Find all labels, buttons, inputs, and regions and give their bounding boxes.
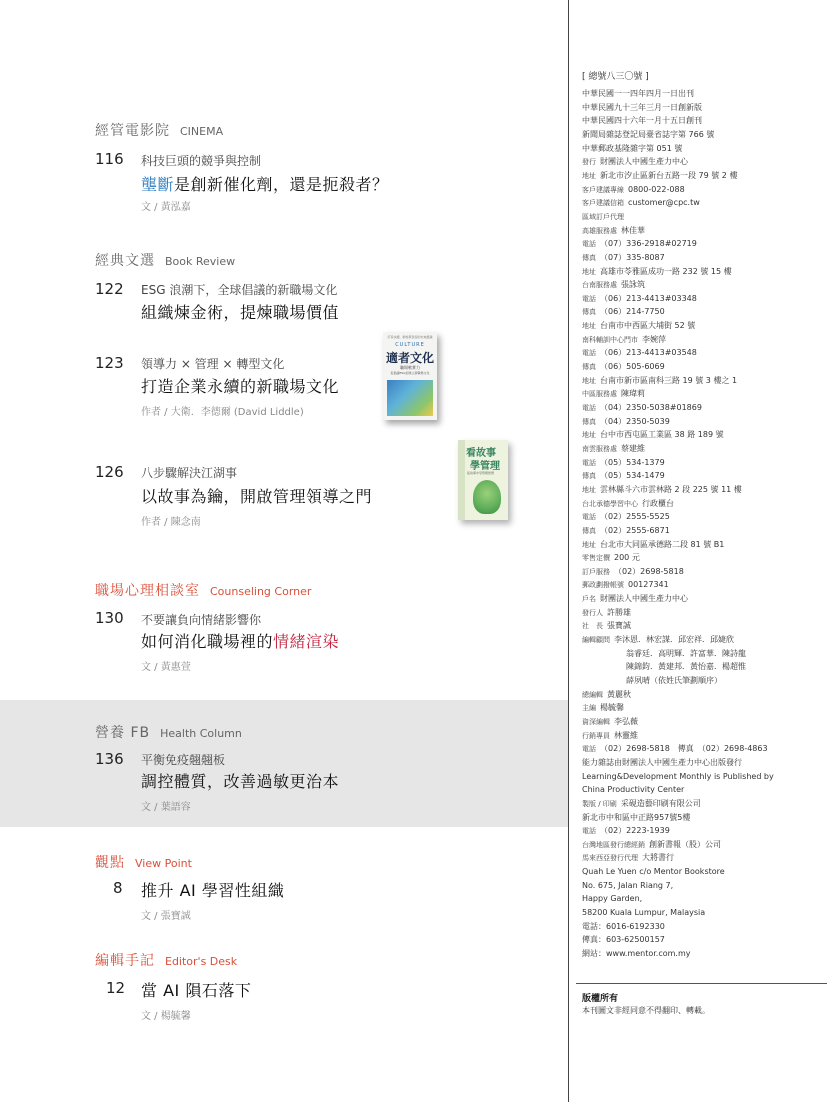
masthead-label: 編輯顧問 bbox=[582, 636, 610, 644]
masthead-line bbox=[582, 102, 702, 113]
masthead-line bbox=[582, 579, 669, 591]
masthead-label: 訂戶服務 bbox=[582, 567, 610, 576]
masthead-line bbox=[582, 812, 690, 823]
section-title: 觀點 bbox=[95, 855, 125, 871]
masthead-label: 電話 bbox=[582, 349, 596, 358]
masthead-value: 張詠筑 bbox=[621, 280, 645, 290]
masthead-value: 中華民國九十三年三月一日創新版 bbox=[582, 102, 702, 112]
masthead-line bbox=[582, 771, 774, 782]
book-cover-art bbox=[387, 380, 433, 416]
masthead-line bbox=[582, 716, 638, 728]
book-brand: CULTURE bbox=[395, 342, 425, 348]
masthead-line bbox=[582, 525, 670, 537]
masthead-value: 黃麗秋 bbox=[607, 689, 631, 699]
masthead-label: 電話 bbox=[582, 745, 596, 754]
masthead-label: 郵政劃撥帳號 bbox=[582, 581, 624, 590]
masthead-value: 台南市中西區大埔街 52 號 bbox=[600, 321, 696, 331]
masthead-label: 客戶建議專線 bbox=[582, 185, 624, 194]
masthead-line bbox=[582, 252, 665, 264]
masthead-value: 李弘薇 bbox=[614, 716, 638, 726]
book-spine bbox=[458, 440, 465, 520]
masthead-value: 新北市汐止區新台五路一段 79 號 2 樓 bbox=[600, 170, 738, 180]
masthead-value: Learning&Development Monthly is Published by bbox=[582, 771, 774, 781]
column-divider bbox=[568, 0, 569, 1102]
masthead-line bbox=[582, 402, 702, 414]
masthead-line bbox=[582, 552, 640, 564]
title-text: 是創新催化劑，還是扼殺者？ bbox=[174, 175, 389, 194]
title-highlight: 壟斷 bbox=[141, 175, 175, 194]
masthead-label: 零售定價 bbox=[582, 554, 610, 563]
book-title-line2: 學管理 bbox=[470, 461, 500, 472]
article-subtitle: 平衡免疫翹翹板 bbox=[141, 753, 226, 767]
masthead-label: 台灣地區發行總經銷 bbox=[582, 840, 645, 849]
page-number: 130 bbox=[95, 609, 124, 627]
masthead-value: 中華民國一一四年四月一日出刊 bbox=[582, 89, 694, 98]
masthead-value: 采硯造藝印刷有限公司 bbox=[620, 798, 701, 808]
masthead-value: 薛夙晴（依姓氏筆劃順序） bbox=[626, 676, 722, 685]
page-number: 123 bbox=[95, 354, 124, 372]
article-title-link[interactable] bbox=[141, 172, 389, 195]
section-subtitle: Book Review bbox=[165, 255, 236, 268]
masthead-column bbox=[576, 0, 827, 1102]
section-subtitle: Counseling Corner bbox=[210, 585, 312, 598]
masthead-label: 傳真 bbox=[582, 417, 596, 426]
section-counsel-header bbox=[95, 580, 311, 600]
masthead-line bbox=[582, 115, 702, 126]
masthead-label: 社 長 bbox=[582, 622, 603, 631]
masthead-label: 戶名 bbox=[582, 595, 596, 603]
masthead-line bbox=[582, 784, 684, 795]
masthead-line bbox=[582, 511, 670, 523]
masthead-label: 電話 bbox=[582, 458, 596, 467]
masthead-value: 陳瑋莉 bbox=[621, 389, 645, 399]
section-title: 職場心理相談室 bbox=[95, 583, 200, 599]
masthead-line bbox=[582, 156, 688, 168]
section-title: 經管電影院 bbox=[95, 123, 170, 139]
masthead-label: 台北承德學習中心 bbox=[582, 499, 638, 508]
masthead-label: 發行人 bbox=[582, 608, 603, 617]
masthead-value: （02）2555-6871 bbox=[600, 525, 670, 535]
author-credit: 文 / 黃泓嘉 bbox=[141, 202, 191, 213]
article-title-link[interactable]: 調控體質，改善過敏更治本 bbox=[141, 772, 340, 791]
masthead-value: 翁睿廷．高明輝．許富華．陳詩龍 bbox=[626, 648, 746, 658]
masthead-value: 新北市中和區中正路957號5樓 bbox=[582, 812, 691, 822]
author-credit: 文 / 楊毓馨 bbox=[141, 1011, 191, 1022]
section-book-header bbox=[95, 250, 235, 270]
masthead-value: 蔡建維 bbox=[621, 443, 645, 453]
masthead-label: 總編輯 bbox=[582, 690, 603, 699]
article-title-link[interactable] bbox=[141, 629, 339, 652]
masthead-line bbox=[582, 798, 701, 810]
masthead-value: （02）2555-5525 bbox=[600, 512, 670, 522]
masthead-line bbox=[626, 648, 746, 659]
book-tree-art bbox=[473, 480, 501, 514]
masthead-line bbox=[582, 620, 631, 632]
copyright-text: 本刊圖文非經同意不得翻印、轉載。 bbox=[582, 1006, 710, 1015]
masthead-label: 地址 bbox=[582, 431, 596, 440]
article-subtitle: 八步驟解決江湖事 bbox=[141, 466, 238, 480]
masthead-line bbox=[582, 388, 645, 400]
masthead-value: （06）213-4413#03548 bbox=[600, 348, 697, 358]
masthead-value: 雲林縣斗六市雲林路 2 段 225 號 11 樓 bbox=[600, 484, 742, 494]
masthead-line bbox=[582, 197, 700, 209]
masthead-value: （07）336-2918#02719 bbox=[600, 239, 697, 249]
masthead-line bbox=[582, 757, 742, 768]
book-cover-culture bbox=[383, 332, 437, 420]
masthead-line bbox=[582, 948, 691, 959]
section-title: 營養 FB bbox=[95, 725, 151, 741]
masthead-line bbox=[582, 416, 670, 428]
masthead-line bbox=[582, 375, 737, 387]
masthead-value: 200 元 bbox=[614, 553, 640, 563]
masthead-value: 財團法人中國生產力中心 bbox=[600, 594, 688, 603]
masthead-value: 台南市新市區南科三路 19 號 3 樓之 1 bbox=[600, 375, 738, 385]
masthead-value: 行政櫃台 bbox=[642, 498, 674, 508]
masthead-line bbox=[582, 934, 665, 945]
masthead-line bbox=[582, 470, 665, 482]
author-credit: 文 / 黃惠萱 bbox=[141, 662, 191, 673]
page-number: 116 bbox=[95, 150, 124, 168]
page-number: 8 bbox=[113, 879, 123, 897]
masthead-value: 陳錦鈞．黃建邦．黃怡嘉．楊超惟 bbox=[626, 662, 746, 672]
masthead-label: 電話 bbox=[582, 294, 596, 303]
masthead-line bbox=[582, 484, 742, 496]
section-title: 編輯手記 bbox=[95, 953, 155, 969]
masthead-value: （06）505-6069 bbox=[600, 362, 665, 371]
masthead-rule bbox=[576, 983, 827, 984]
masthead-value: 大將書行 bbox=[642, 853, 674, 863]
masthead-value: 能力雜誌由財團法人中國生產力中心出版發行 bbox=[582, 757, 742, 767]
masthead-value: 財團法人中國生產力中心 bbox=[600, 157, 688, 167]
masthead-label: 傳真 bbox=[582, 472, 596, 481]
masthead-label: 地址 bbox=[582, 322, 596, 331]
masthead-line bbox=[582, 293, 697, 305]
article-title-link[interactable]: 推升 AI 學習性組織 bbox=[141, 881, 285, 900]
section-editor-header bbox=[95, 950, 237, 970]
masthead-line bbox=[582, 170, 737, 182]
book-subtitle: 職場軟實力 bbox=[400, 365, 420, 370]
masthead-value: 許勝雄 bbox=[607, 607, 631, 617]
article-subtitle: 不要讓負向情緒影響你 bbox=[141, 613, 262, 627]
masthead-value: 林佳華 bbox=[621, 225, 645, 235]
masthead-line bbox=[582, 893, 642, 904]
section-cinema-header bbox=[95, 120, 223, 140]
masthead-value: 網站：www.mentor.com.my bbox=[582, 949, 691, 958]
masthead-value: 台中市西屯區工業區 38 路 189 號 bbox=[600, 430, 724, 440]
author-credit: 作者 / 陳念南 bbox=[141, 517, 201, 528]
masthead-value: 中華民國四十六年一月十五日創刊 bbox=[582, 116, 702, 126]
book-top-line: 打造永續、韌性與包容的未來組織 bbox=[387, 335, 433, 339]
masthead-line bbox=[582, 566, 684, 578]
masthead-value: customer@cpc.tw bbox=[628, 198, 700, 208]
book-desc: 從倡議ESG到建立新職場文化 bbox=[390, 371, 430, 375]
masthead-label: 資深編輯 bbox=[582, 717, 610, 726]
masthead-label: 傳真 bbox=[582, 363, 596, 371]
book-title-line1: 看故事 bbox=[466, 448, 496, 459]
page-number: 136 bbox=[95, 750, 124, 768]
masthead-value: 新聞局雜誌登記局臺省誌字第 766 號 bbox=[582, 129, 715, 139]
title-text: 如何消化職場裡的 bbox=[141, 632, 274, 651]
masthead-value: 台北市大同區承德路二段 81 號 B1 bbox=[600, 539, 725, 549]
section-subtitle: CINEMA bbox=[180, 125, 224, 138]
health-column-band bbox=[0, 700, 568, 827]
masthead-line bbox=[582, 498, 674, 510]
masthead-line bbox=[582, 279, 645, 291]
masthead-line bbox=[582, 457, 665, 469]
masthead-value: （05）534-1379 bbox=[600, 457, 665, 467]
masthead-line bbox=[582, 702, 624, 714]
book-desc: 從故事中學管理智慧 bbox=[467, 471, 495, 475]
section-title: 經典文選 bbox=[95, 253, 155, 269]
masthead-value: 58200 Kuala Lumpur, Malaysia bbox=[582, 908, 706, 917]
masthead-line bbox=[582, 266, 732, 278]
masthead-line bbox=[582, 852, 674, 864]
masthead-line bbox=[582, 429, 724, 441]
masthead-label: 台南服務處 bbox=[582, 281, 617, 290]
masthead-label: 地址 bbox=[582, 540, 596, 549]
masthead-value: 林靈維 bbox=[614, 730, 638, 740]
masthead-line bbox=[582, 129, 714, 140]
masthead-line bbox=[582, 334, 666, 346]
masthead-line bbox=[582, 607, 631, 619]
article-subtitle: 科技巨頭的競爭與控制 bbox=[141, 154, 262, 168]
masthead-value: 中華郵政基隆雜字第 051 號 bbox=[582, 143, 683, 153]
article-title-link[interactable]: 以故事為鑰，開啟管理領導之門 bbox=[141, 487, 373, 506]
masthead-line bbox=[582, 443, 645, 455]
masthead-value: 李婉萍 bbox=[642, 334, 666, 344]
masthead-line bbox=[582, 361, 665, 373]
masthead-value: （04）2350-5038#01869 bbox=[600, 402, 702, 412]
masthead-value: 高雄市苓雅區成功一路 232 號 15 樓 bbox=[600, 266, 732, 276]
masthead-label: 客戶建議信箱 bbox=[582, 199, 624, 208]
article-subtitle: 領導力 × 管理 × 轉型文化 bbox=[141, 357, 285, 371]
masthead-value: （06）214-7750 bbox=[600, 307, 665, 317]
page-number: 126 bbox=[95, 463, 124, 481]
masthead-line bbox=[582, 880, 673, 891]
section-view-header bbox=[95, 852, 192, 872]
masthead-value: 楊毓馨 bbox=[600, 703, 624, 713]
masthead-value: 電話：6016-6192330 bbox=[582, 921, 665, 931]
masthead-value: Quah Le Yuen c/o Mentor Bookstore bbox=[582, 867, 725, 877]
book-cover-story bbox=[458, 440, 508, 520]
masthead-label: 傳真 bbox=[582, 526, 596, 535]
book-main-title: 適者文化 bbox=[385, 351, 434, 365]
masthead-line bbox=[582, 143, 682, 154]
section-fb-header bbox=[95, 722, 242, 742]
masthead-line bbox=[582, 320, 695, 332]
masthead-label: 主編 bbox=[582, 704, 596, 713]
author-credit: 文 / 葉語容 bbox=[141, 802, 191, 813]
masthead-line bbox=[582, 347, 697, 359]
masthead-line bbox=[582, 306, 665, 318]
masthead-label: 電話 bbox=[582, 827, 596, 836]
article-subtitle: ESG 浪潮下，全球倡議的新職場文化 bbox=[141, 283, 338, 297]
masthead-label: 區域訂戶代理 bbox=[582, 212, 624, 221]
masthead-label: 傳真 bbox=[582, 253, 596, 262]
masthead-value: （06）213-4413#03348 bbox=[600, 293, 697, 303]
masthead-value: 00127341 bbox=[628, 580, 669, 590]
article-title-link[interactable]: 打造企業永續的新職場文化 bbox=[141, 377, 340, 396]
masthead-line bbox=[582, 88, 694, 99]
masthead-line bbox=[582, 743, 768, 755]
masthead-value: 李沐恩．林宏謀．邱宏祥．邱婕欣 bbox=[614, 635, 734, 644]
masthead-value: （02）2698-5818 bbox=[614, 566, 684, 576]
masthead-label: 電話 bbox=[582, 513, 596, 522]
masthead-value: （02）2698-5818 傳真 （02）2698-4863 bbox=[600, 744, 768, 754]
masthead-line bbox=[626, 675, 722, 686]
masthead-label: 行銷專員 bbox=[582, 731, 610, 740]
masthead-label: 傳真 bbox=[582, 308, 596, 317]
masthead-label: 南科輔訓中心門市 bbox=[582, 335, 638, 344]
author-credit: 文 / 張寶誠 bbox=[141, 911, 191, 922]
author-credit: 作者 / 大衛．李德爾 (David Liddle) bbox=[141, 407, 304, 418]
masthead-value: （05）534-1479 bbox=[600, 471, 665, 481]
masthead-value: China Productivity Center bbox=[582, 785, 685, 795]
masthead-value: 創新書報（股）公司 bbox=[649, 839, 721, 849]
masthead-line bbox=[582, 184, 685, 196]
masthead-label: 電話 bbox=[582, 240, 596, 249]
masthead-line bbox=[582, 689, 631, 701]
masthead-value: 張寶誠 bbox=[607, 621, 631, 631]
masthead-line bbox=[582, 539, 724, 551]
masthead-label: 地址 bbox=[582, 171, 596, 180]
masthead-value: Happy Garden, bbox=[582, 894, 643, 904]
section-subtitle: Editor's Desk bbox=[165, 955, 238, 968]
section-subtitle: Health Column bbox=[160, 727, 242, 740]
masthead-label: 發行 bbox=[582, 158, 596, 167]
masthead-line bbox=[582, 825, 670, 837]
page-number: 122 bbox=[95, 280, 124, 298]
masthead-label: 南雲服務處 bbox=[582, 444, 617, 453]
masthead-value: 傳真：603-62500157 bbox=[582, 935, 665, 945]
masthead-line bbox=[582, 593, 688, 605]
masthead-line bbox=[582, 211, 628, 223]
masthead-line bbox=[582, 866, 725, 877]
article-title-link[interactable]: 當 AI 隕石落下 bbox=[141, 981, 252, 1000]
masthead-line bbox=[626, 661, 746, 672]
masthead-line bbox=[582, 839, 721, 851]
title-highlight: 情緒渲染 bbox=[273, 632, 340, 651]
masthead-line bbox=[582, 907, 705, 918]
masthead-value: 0800-022-088 bbox=[628, 184, 685, 194]
copyright-title: 版權所有 bbox=[582, 994, 619, 1004]
masthead-value: （02）2223-1939 bbox=[600, 826, 670, 836]
masthead-line bbox=[582, 730, 638, 742]
masthead-value: No. 675, Jalan Riang 7, bbox=[582, 880, 674, 890]
section-subtitle: View Point bbox=[135, 857, 192, 870]
masthead-label: 電話 bbox=[582, 403, 596, 412]
masthead-label: 中區服務處 bbox=[582, 390, 617, 399]
masthead-value: （04）2350-5039 bbox=[600, 416, 670, 426]
masthead-label: 地址 bbox=[582, 376, 596, 385]
masthead-line bbox=[582, 921, 665, 932]
masthead-label: 製版 / 印刷 bbox=[582, 799, 617, 808]
masthead-label: 地址 bbox=[582, 267, 596, 276]
article-title-link[interactable]: 組織煉金術，提煉職場價值 bbox=[141, 303, 340, 322]
masthead-line bbox=[582, 634, 734, 646]
masthead-label: 馬來西亞發行代理 bbox=[582, 854, 638, 863]
masthead-line bbox=[582, 238, 697, 250]
page-number: 12 bbox=[106, 979, 126, 997]
masthead-line bbox=[582, 225, 645, 237]
masthead-label: 地址 bbox=[582, 485, 596, 494]
issue-number: [ 總號八三〇號 ] bbox=[582, 72, 649, 82]
masthead-label: 高雄服務處 bbox=[582, 226, 617, 235]
masthead-value: （07）335-8087 bbox=[600, 252, 665, 262]
